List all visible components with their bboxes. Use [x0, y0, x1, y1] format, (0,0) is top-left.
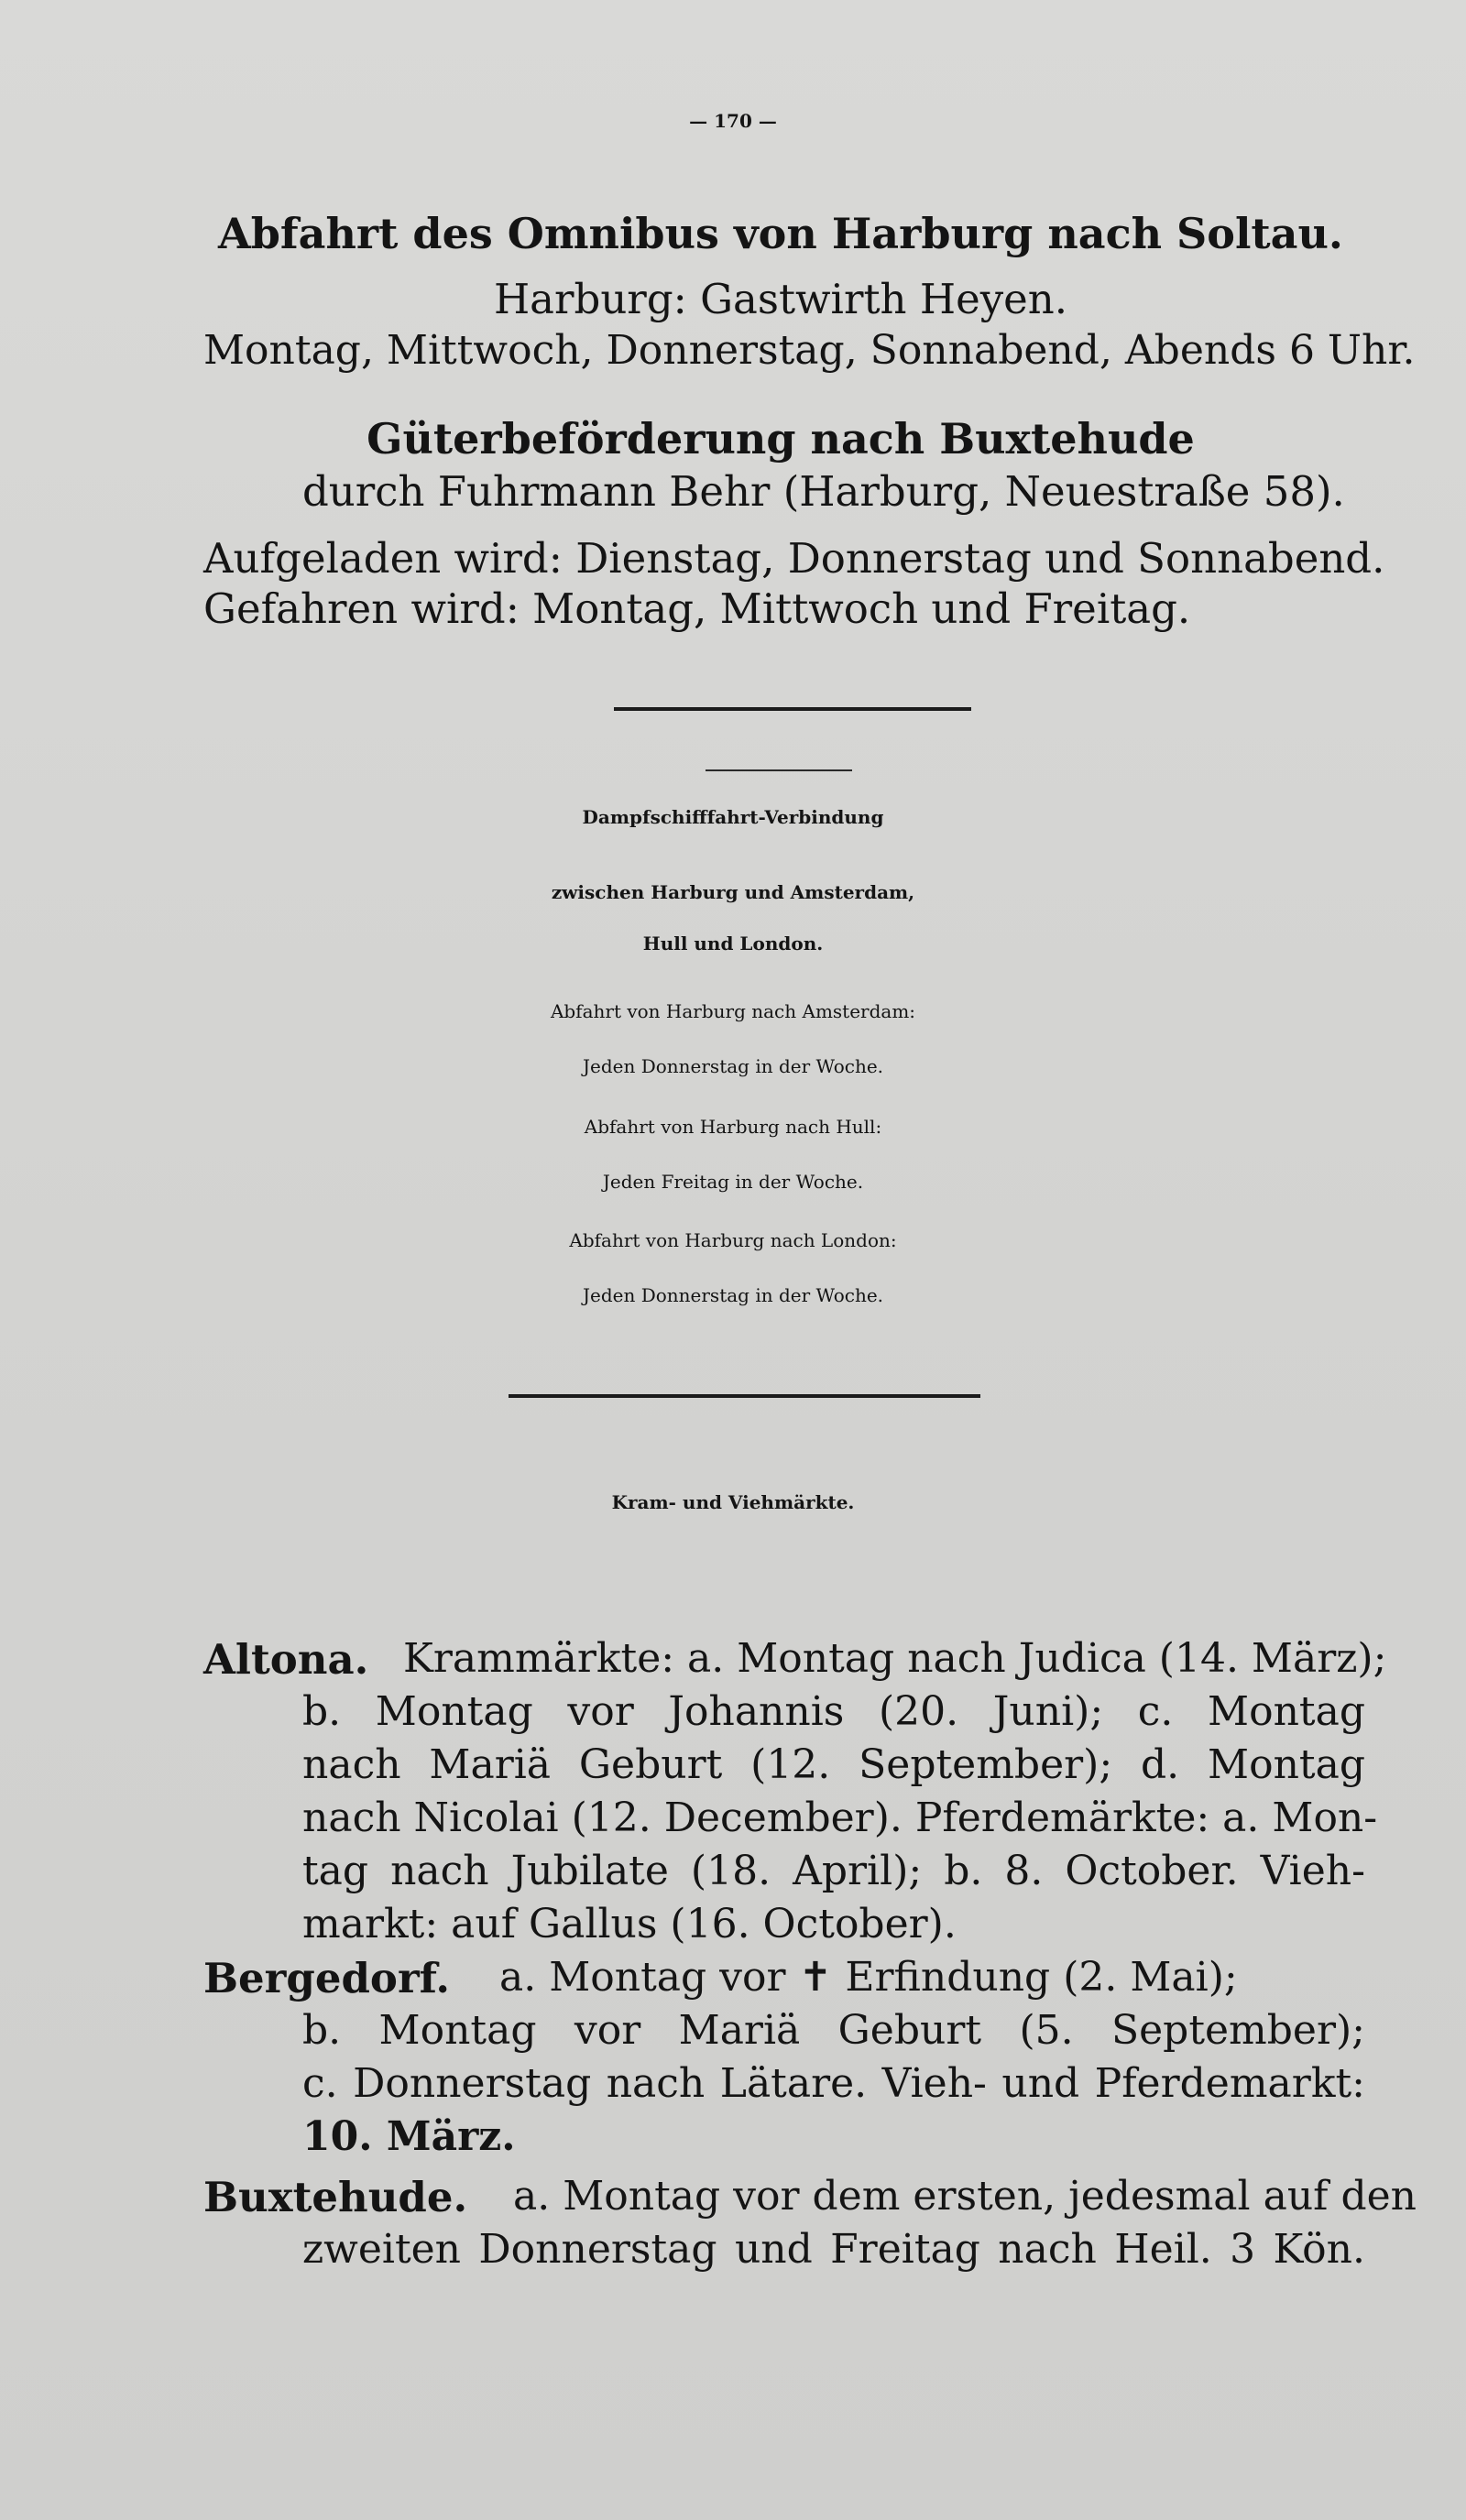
bergedorf-line: b. Montag vor Mariä Geburt (5. September);	[302, 2007, 1365, 2054]
omnibus-times: Montag, Mittwoch, Donnerstag, Sonnabend, Abends 6 Uhr.	[203, 327, 1416, 374]
altona-line: nach Mariä Geburt (12. September); d. Montag	[302, 1741, 1365, 1788]
buxtehude-line: zweiten Donnerstag und Freitag nach Heil. 3 Kön.	[302, 2226, 1365, 2273]
page-number: — 170 —	[689, 110, 777, 132]
buxtehude-name: Buxtehude.	[203, 2173, 468, 2221]
steamship-subtitle-2: Hull und London.	[642, 933, 824, 955]
amsterdam-heading: Abfahrt von Harburg nach Amsterdam:	[550, 1000, 916, 1022]
short-divider	[706, 769, 852, 771]
altona-line: nach Nicolai (12. December). Pferdemärkte: a. Mon-	[302, 1795, 1378, 1841]
omnibus-title: Abfahrt des Omnibus von Harburg nach Soltau.	[218, 209, 1343, 258]
london-day: Jeden Donnerstag in der Woche.	[582, 1284, 884, 1306]
steamship-subtitle-1: zwischen Harburg und Amsterdam,	[551, 881, 915, 903]
bergedorf-line: a. Montag vor ✝ Erfindung (2. Mai);	[499, 1954, 1238, 2001]
altona-line: markt: auf Gallus (16. October).	[302, 1901, 957, 1947]
london-heading: Abfahrt von Harburg nach London:	[569, 1229, 897, 1251]
bergedorf-line: 10. März.	[302, 2113, 516, 2160]
bergedorf-name: Bergedorf.	[203, 1954, 451, 2002]
bergedorf-line: c. Donnerstag nach Lätare. Vieh- und Pferdemarkt:	[302, 2060, 1365, 2107]
section-divider-2	[509, 1394, 980, 1398]
goods-driving: Gefahren wird: Montag, Mittwoch und Freitag.	[203, 584, 1191, 633]
steamship-title: Dampfschifffahrt-Verbindung	[582, 806, 884, 828]
goods-title: Güterbeförderung nach Buxtehude	[366, 414, 1195, 464]
goods-loading: Aufgeladen wird: Dienstag, Donnerstag und Sonnabend.	[203, 534, 1385, 583]
hull-heading: Abfahrt von Harburg nach Hull:	[584, 1116, 882, 1138]
altona-line: Krammärkte: a. Montag nach Judica (14. März);	[403, 1635, 1387, 1682]
amsterdam-day: Jeden Donnerstag in der Woche.	[582, 1055, 884, 1077]
hull-day: Jeden Freitag in der Woche.	[602, 1171, 864, 1193]
markets-title: Kram- und Viehmärkte.	[611, 1491, 855, 1513]
omnibus-place: Harburg: Gastwirth Heyen.	[493, 275, 1068, 323]
buxtehude-line: a. Montag vor dem ersten, jedesmal auf den	[513, 2173, 1417, 2220]
altona-line: tag nach Jubilate (18. April); b. 8. October. Vieh-	[302, 1848, 1365, 1894]
altona-name: Altona.	[203, 1635, 369, 1684]
section-divider	[614, 707, 971, 711]
goods-carrier: durch Fuhrmann Behr (Harburg, Neuestraße 58).	[302, 467, 1345, 516]
altona-line: b. Montag vor Johannis (20. Juni); c. Montag	[302, 1688, 1365, 1735]
